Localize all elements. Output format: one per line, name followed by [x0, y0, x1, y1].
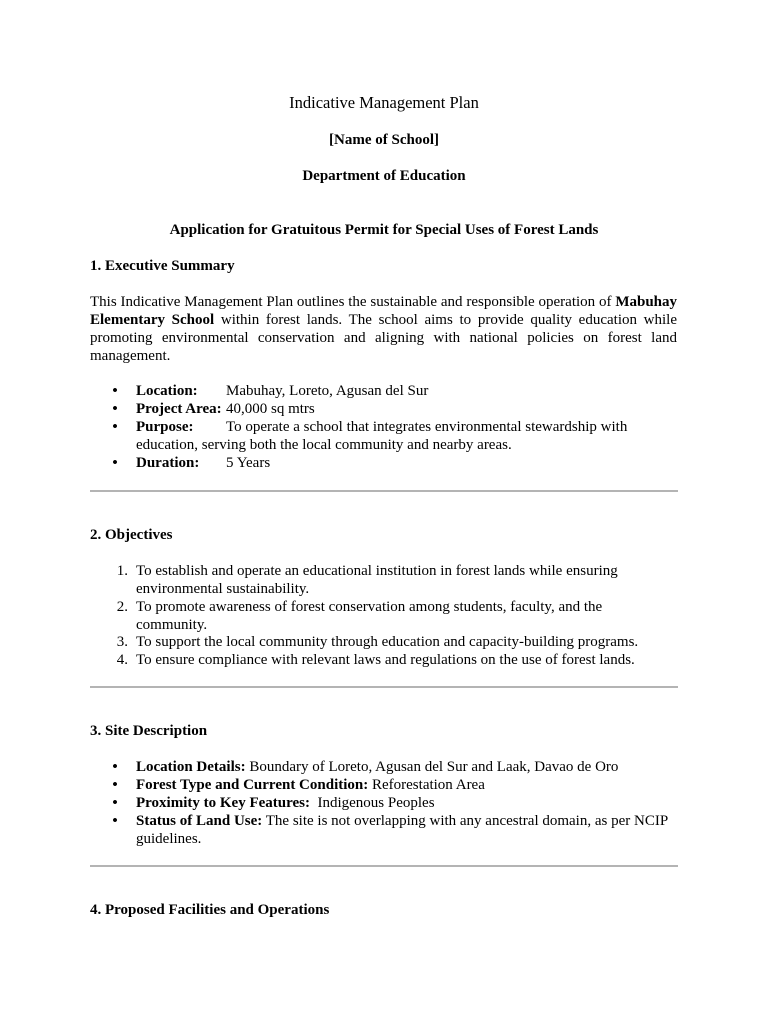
- item-label: Project Area:: [136, 401, 222, 417]
- executive-summary-paragraph: [90, 293, 677, 365]
- bullet-icon: •: [112, 455, 118, 471]
- horizontal-divider: [90, 865, 678, 867]
- application-title: Application for Gratuitous Permit for Special Uses of Forest Lands: [169, 222, 599, 238]
- item-value: 5 Years: [226, 455, 271, 471]
- item-value: To operate a school that integrates environmental stewardship with: [226, 419, 628, 435]
- item-label: Status of Land Use:: [136, 813, 263, 829]
- item-text: To promote awareness of forest conservation among students, faculty, and the: [136, 599, 603, 615]
- item-text-cont: community.: [136, 617, 208, 633]
- bullet-icon: •: [112, 383, 118, 399]
- bullet-icon: •: [112, 795, 118, 811]
- department-name: Department of Education: [302, 168, 466, 184]
- item-value-cont: guidelines.: [136, 831, 202, 847]
- bullet-icon: •: [112, 759, 118, 775]
- school-name-placeholder: [Name of School]: [329, 132, 439, 148]
- item-label: Duration:: [136, 455, 200, 471]
- section-heading-site-description: 3. Site Description: [90, 723, 208, 739]
- item-value: The site is not overlapping with any ancestral domain, as per NCIP: [265, 813, 669, 829]
- item-label: Location:: [136, 383, 198, 399]
- intro-text: This Indicative Management Plan outlines the sustainable and responsible operation of: [90, 294, 612, 310]
- bullet-icon: •: [112, 813, 118, 829]
- item-number: 2.: [116, 599, 128, 615]
- item-label: Forest Type and Current Condition:: [136, 777, 369, 793]
- item-label: Purpose:: [136, 419, 194, 435]
- item-number: 4.: [116, 652, 128, 668]
- item-text: To support the local community through education and capacity-building programs.: [136, 634, 639, 650]
- bullet-icon: •: [112, 419, 118, 435]
- item-text: To establish and operate an educational institution in forest lands while ensuring: [136, 563, 618, 579]
- item-label: Proximity to Key Features:: [136, 795, 310, 811]
- item-number: 1.: [116, 563, 128, 579]
- section-heading-objectives: 2. Objectives: [90, 527, 173, 543]
- item-number: 3.: [116, 634, 128, 650]
- bullet-icon: •: [112, 777, 118, 793]
- item-value: 40,000 sq mtrs: [226, 401, 315, 417]
- item-label: Location Details:: [136, 759, 246, 775]
- bullet-icon: •: [112, 401, 118, 417]
- item-text: To ensure compliance with relevant laws and regulations on the use of forest lands.: [136, 652, 635, 668]
- document-title: Indicative Management Plan: [289, 93, 479, 112]
- school-name: Mabuhay Elementary School: [90, 294, 677, 328]
- item-value: Reforestation Area: [372, 777, 485, 793]
- section-heading-executive-summary: 1. Executive Summary: [90, 258, 235, 274]
- item-value: Mabuhay, Loreto, Agusan del Sur: [226, 383, 429, 399]
- item-value: Indigenous Peoples: [313, 795, 435, 811]
- intro-text-cont: within forest lands. The school aims to provide quality education while promoting environmental conservation and aligning with national policies on forest land management.: [90, 312, 678, 364]
- horizontal-divider: [90, 490, 678, 492]
- item-text-cont: environmental sustainability.: [136, 581, 310, 597]
- horizontal-divider: [90, 686, 678, 688]
- item-value: Boundary of Loreto, Agusan del Sur and Laak, Davao de Oro: [249, 759, 619, 775]
- item-value-cont: education, serving both the local community and nearby areas.: [136, 437, 512, 453]
- section-heading-proposed-facilities: 4. Proposed Facilities and Operations: [90, 902, 330, 918]
